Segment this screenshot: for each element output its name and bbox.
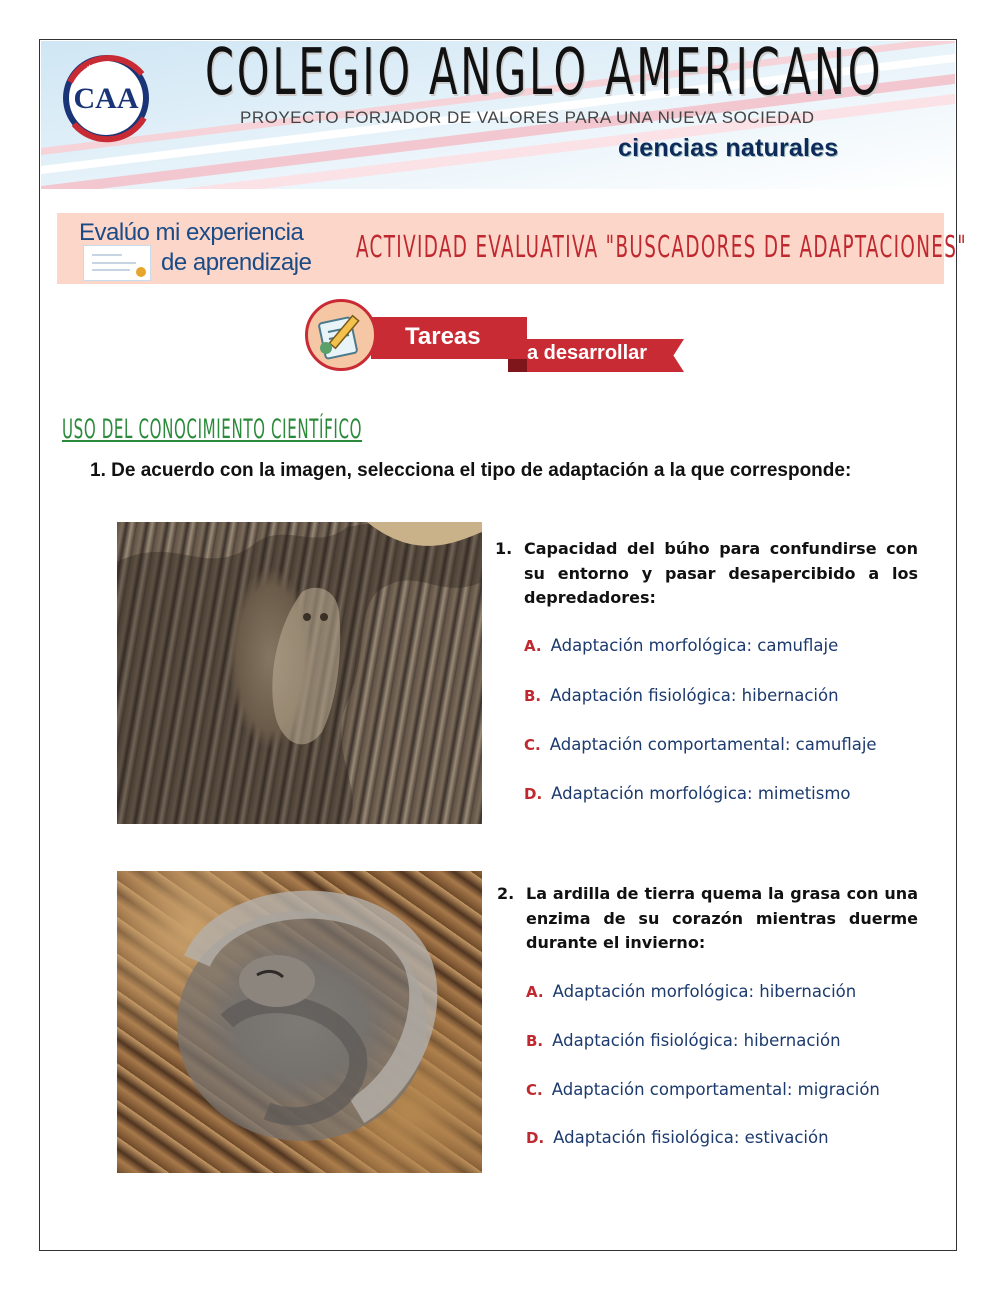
logo-text: CAA — [73, 82, 139, 115]
school-motto: PROYECTO FORJADOR DE VALORES PARA UNA NUEVA SOCIEDAD — [240, 108, 815, 127]
svg-text:★ ★: ★ ★ — [86, 63, 103, 72]
q2-option-a[interactable]: A. Adaptación morfológica: hibernación — [526, 982, 857, 1001]
certificate-icon — [83, 245, 151, 281]
section-heading: USO DEL CONOCIMIENTO CIENTÍFICO — [62, 414, 363, 445]
tasks-label: Tareas — [405, 323, 481, 350]
question-1-number: 1. — [495, 539, 513, 558]
tasks-sublabel: a desarrollar — [527, 342, 648, 364]
activity-title: ACTIVIDAD EVALUATIVA "BUSCADORES DE ADAPTACIONES" — [356, 230, 968, 265]
school-name: COLEGIO ANGLO AMERICANO — [205, 36, 884, 110]
tasks-ribbon — [305, 297, 695, 382]
owl-camouflage-photo — [117, 522, 482, 824]
subject-title: ciencias naturales — [618, 134, 839, 162]
q1-option-d[interactable]: D. Adaptación morfológica: mimetismo — [524, 784, 851, 803]
pencil-paper-icon — [305, 299, 377, 371]
question-1-text: 1. Capacidad del búho para confundirse con su entorno y pasar desapercibido a los depredadores: — [495, 539, 918, 607]
eval-label-line1: Evalúo mi experiencia — [79, 219, 304, 246]
q2-option-b[interactable]: B. Adaptación fisiológica: hibernación — [526, 1031, 841, 1050]
q1-option-a[interactable]: A. Adaptación morfológica: camuflaje — [524, 636, 839, 655]
eval-label-line2: de aprendizaje — [161, 249, 312, 276]
q1-option-c[interactable]: C. Adaptación comportamental: camuflaje — [524, 735, 877, 754]
q2-option-d[interactable]: D. Adaptación fisiológica: estivación — [526, 1128, 829, 1147]
squirrel-hibernation-photo — [117, 871, 482, 1173]
school-logo — [56, 52, 160, 144]
q1-option-b[interactable]: B. Adaptación fisiológica: hibernación — [524, 686, 839, 705]
activity-banner — [57, 213, 968, 284]
instruction-text: 1. De acuerdo con la imagen, selecciona el tipo de adaptación a la que corresponde: — [90, 460, 852, 481]
question-2-number: 2. — [497, 884, 515, 903]
question-2-text: 2. La ardilla de tierra quema la grasa con una enzima de su corazón mientras duerme durante el invierno: — [497, 884, 918, 952]
q2-option-c[interactable]: C. Adaptación comportamental: migración — [526, 1080, 880, 1099]
